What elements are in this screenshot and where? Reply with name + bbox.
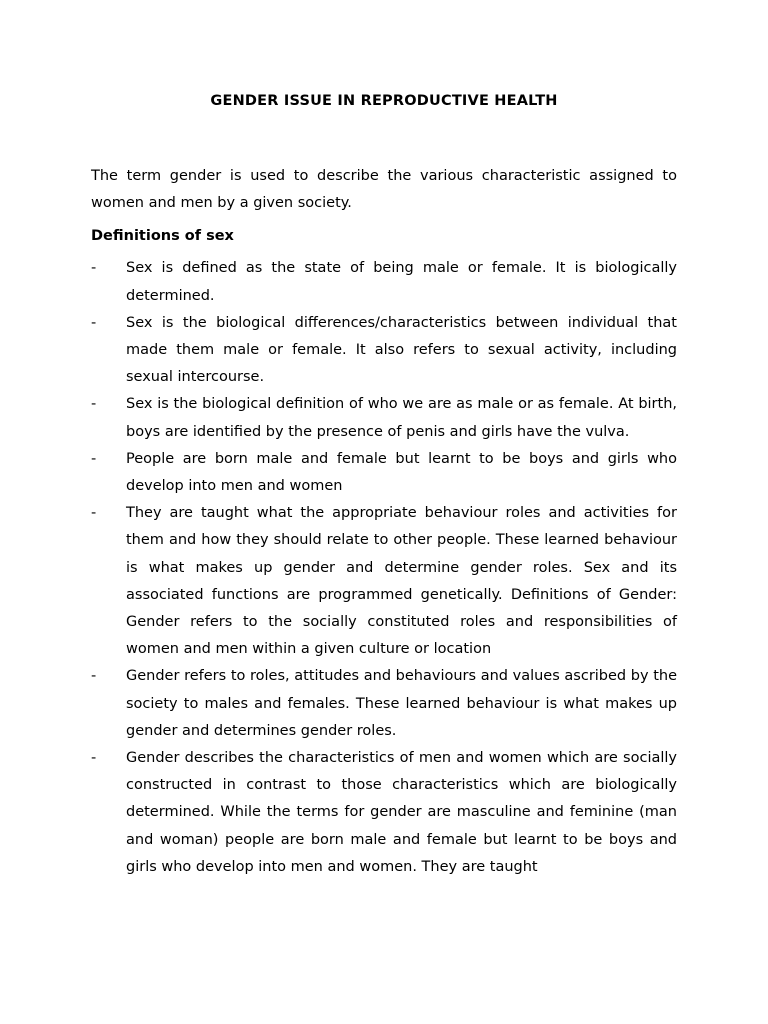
list-item: [91, 391, 677, 445]
list-item-text: People are born male and female but learnt to be boys and girls who develop into men and women: [126, 450, 677, 495]
bullet-dash: -: [91, 668, 97, 685]
list-item: [91, 663, 677, 745]
list-item-text: Sex is the biological differences/characteristics between individual that made them male or female. It also refers to sexual activity, including sexual intercourse.: [126, 314, 677, 386]
document-title: GENDER ISSUE IN REPRODUCTIVE HEALTH: [210, 93, 558, 109]
list-item-text: Gender describes the characteristics of men and women which are socially constructed in contrast to those characteristics which are biologically determined. While the terms for gender are masculine and feminine (man and woman) people are born male and female but learnt to be boys and girls who develop into men and women. They are taught: [126, 750, 677, 875]
bullet-dash: -: [91, 396, 97, 413]
bullet-dash: -: [91, 314, 97, 331]
list-item-text: They are taught what the appropriate behaviour roles and activities for them and how they should relate to other people. These learned behaviour is what makes up gender and determine gender roles. Sex and its associated functions are programmed genetically. Definitions of Gender: Gender refers to the socially constituted roles and responsibilities of women and men within a given culture or location: [126, 505, 677, 658]
bullet-dash: -: [91, 260, 97, 277]
bullet-dash: -: [91, 450, 97, 467]
intro-paragraph: The term gender is used to describe the various characteristic assigned to women and men by a given society.: [91, 168, 677, 212]
list-item: [91, 500, 677, 663]
bullet-dash: -: [91, 750, 97, 767]
list-item-text: Sex is the biological definition of who we are as male or as female. At birth, boys are identified by the presence of penis and girls have the vulva.: [126, 396, 677, 440]
list-item: [91, 255, 677, 309]
section-heading: Definitions of sex: [91, 228, 234, 245]
list-item: [91, 446, 677, 500]
list-item: [91, 745, 677, 881]
list-item-text: Sex is defined as the state of being male or female. It is biologically determined.: [126, 260, 677, 304]
list-item: [91, 310, 677, 392]
bullet-dash: -: [91, 505, 97, 522]
definitions-list: [91, 255, 677, 881]
list-item-text: Gender refers to roles, attitudes and behaviours and values ascribed by the society to males and females. These learned behaviour is what makes up gender and determines gender roles.: [126, 668, 677, 739]
document-body: [91, 163, 677, 881]
